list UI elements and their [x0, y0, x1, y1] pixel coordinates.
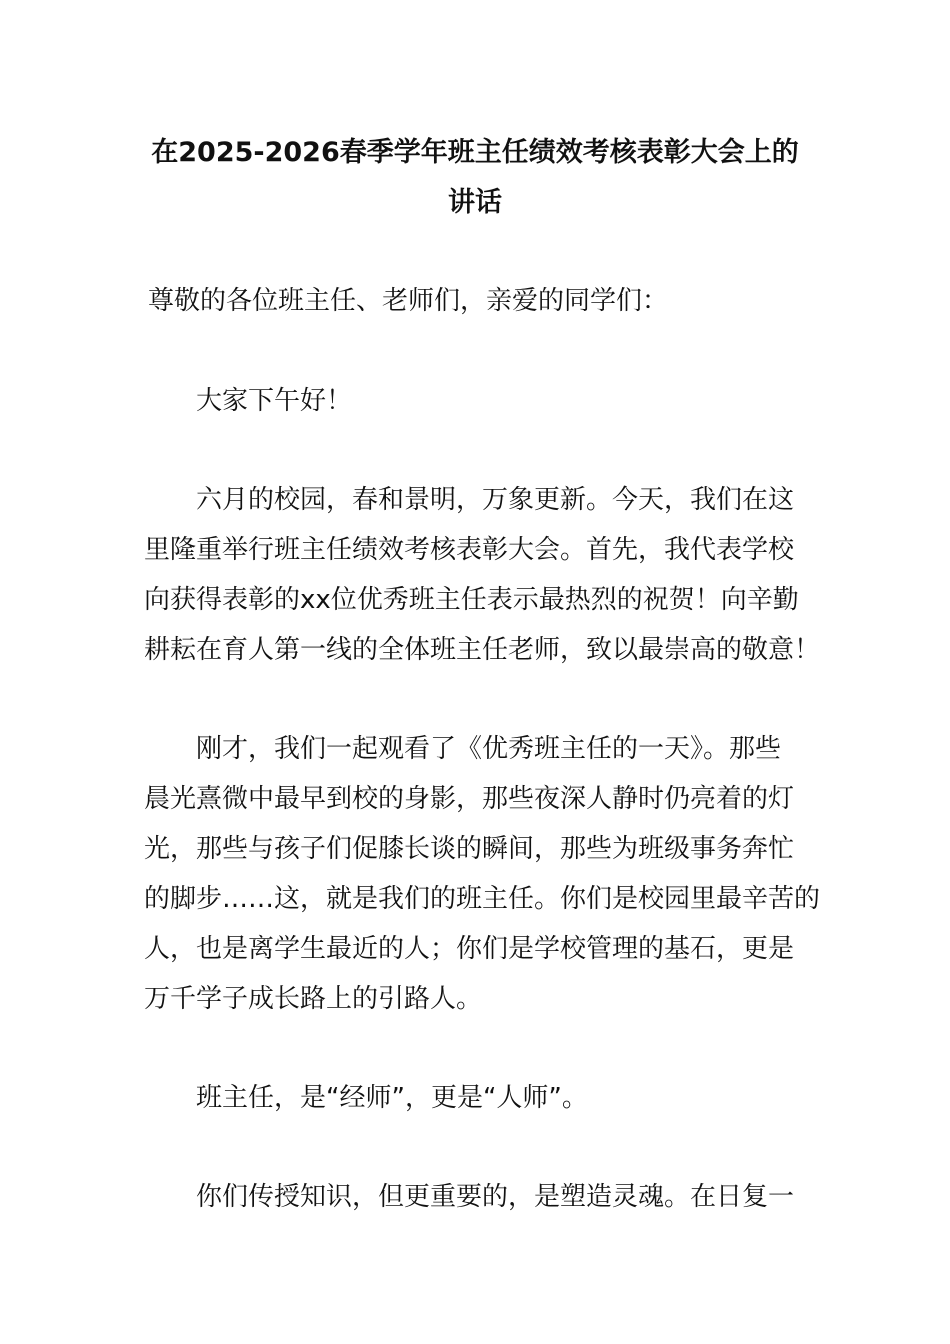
paragraph-2-line-3: 光，那些与孩子们促膝长谈的瞬间，那些为班级事务奔忙 — [144, 834, 795, 864]
paragraph-4-line-1: 你们传授知识，但更重要的，是塑造灵魂。在日复一 — [196, 1182, 795, 1212]
paragraph-1-line-3: 向获得表彰的xx位优秀班主任表示最热烈的祝贺！向辛勤 — [144, 585, 799, 615]
salutation: 尊敬的各位班主任、老师们，亲爱的同学们： — [148, 286, 669, 316]
paragraph-2-line-5: 人，也是离学生最近的人；你们是学校管理的基石，更是 — [144, 934, 795, 964]
paragraph-2-line-2: 晨光熹微中最早到校的身影，那些夜深人静时仍亮着的灯 — [144, 784, 795, 814]
paragraph-2-line-6: 万千学子成长路上的引路人。 — [144, 984, 483, 1014]
paragraph-2-line-4: 的脚步……这，就是我们的班主任。你们是校园里最辛苦的 — [144, 884, 821, 914]
paragraph-3: 班主任，是“经师”，更是“人师”。 — [196, 1083, 588, 1113]
paragraph-1-line-2: 里隆重举行班主任绩效考核表彰大会。首先，我代表学校 — [144, 535, 795, 565]
title-line-1: 在2025-2026春季学年班主任绩效考核表彰大会上的 — [151, 137, 799, 168]
paragraph-1-line-1: 六月的校园，春和景明，万象更新。今天，我们在这 — [196, 485, 795, 515]
paragraph-1-line-4: 耕耘在育人第一线的全体班主任老师，致以最崇高的敬意！ — [144, 635, 821, 665]
title-line-2: 讲话 — [448, 187, 502, 218]
greeting: 大家下午好！ — [196, 386, 353, 416]
paragraph-2-line-1: 刚才，我们一起观看了《优秀班主任的一天》。那些 — [196, 734, 782, 764]
